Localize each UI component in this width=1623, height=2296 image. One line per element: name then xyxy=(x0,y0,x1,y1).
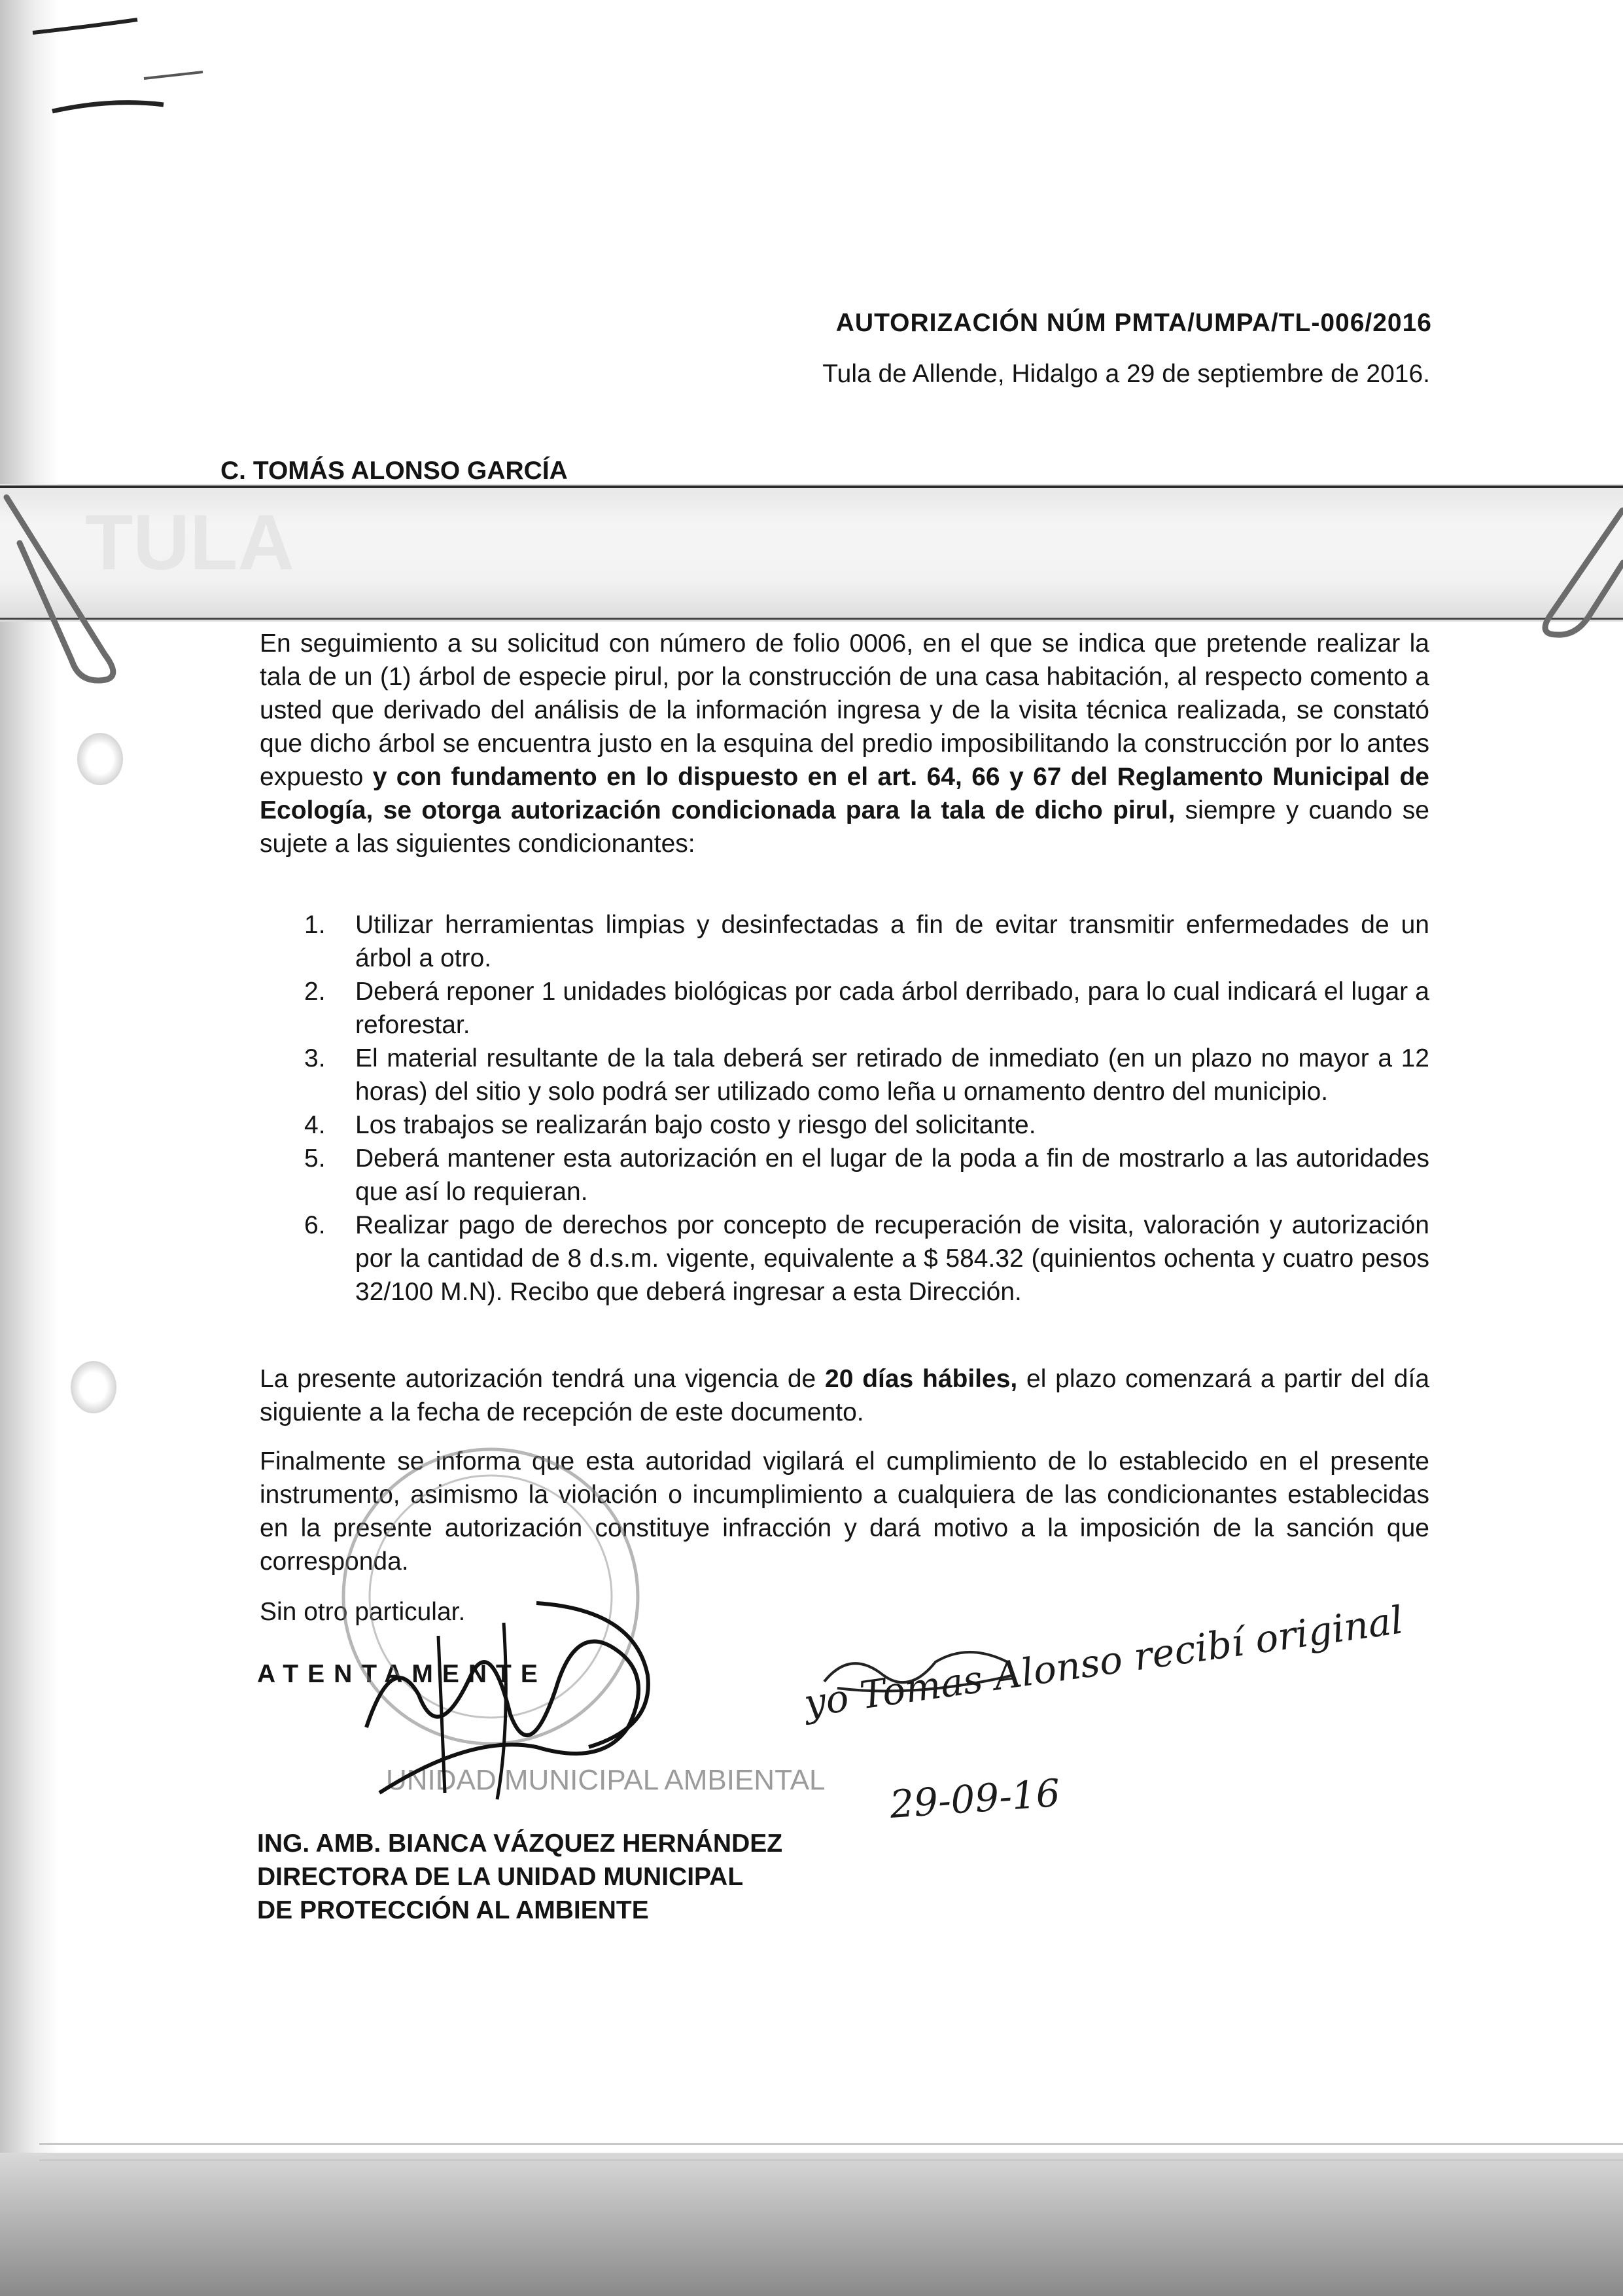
sheet-edge-line-top xyxy=(0,486,1623,488)
condition-item: 2. Deberá reponer 1 unidades biológicas por cada árbol derribado, para lo cual indicará el lugar a reforestar. xyxy=(304,978,1429,1039)
handwritten-receipt-note: yo Tomas Alonso recibí original xyxy=(801,1597,1406,1726)
paragraph-enforcement: Finalmente se informa que esta autoridad vigilará el cumplimiento de lo establecido en el presente instrumento, asimismo la violación o incumplimiento a cualquiera de las condicionantes establecidas en la presente autorización constituye infracción y dará motivo a la imposición de la sanción que corresponda. xyxy=(260,1447,1429,1576)
scan-edge-shadow xyxy=(0,0,59,2159)
condition-item: 1. Utilizar herramientas limpias y desinfectadas a fin de evitar transmitir enfermedades de un árbol a otro. xyxy=(304,911,1429,972)
authorization-number: AUTORIZACIÓN NÚM PMTA/UMPA/TL-006/2016 xyxy=(835,309,1432,337)
scan-bottom-edge xyxy=(0,2153,1623,2296)
addressee: C. TOMÁS ALONSO GARCÍA xyxy=(220,457,568,485)
conditions-list xyxy=(298,908,1429,1309)
signer-name: ING. AMB. BIANCA VÁZQUEZ HERNÁNDEZ xyxy=(257,1829,783,1858)
punch-hole-top xyxy=(77,733,123,785)
closing-salutation: ATENTAMENTE xyxy=(257,1660,547,1688)
paragraph-request: En seguimiento a su solicitud con número de folio 0006, en el que se indica que pretende realizar la tala de un (1) árbol de especie pirul, por la construcción de una casa habitación, al respecto comento a usted que derivado del análisis de la información ingresa y de la visita técnica realizada, se constató que dicho árbol se encuentra justo en la esquina del predio imposibilitando la construcción por lo antes expuesto y con fundamento en lo dispuesto en el art. 64, 66 y 67 del Reglamento Municipal de Ecología, se otorga autorización condicionada para la tala de dicho pirul, siempre y cuando se sujete a las siguientes condicionantes: xyxy=(260,629,1429,858)
sheet-edge-2 xyxy=(39,2159,1623,2161)
paper-clip-left-icon xyxy=(0,484,144,694)
sheet-edge-1 xyxy=(39,2143,1623,2145)
paragraph-closing: Sin otro particular. xyxy=(260,1598,466,1626)
condition-item: 5. Deberá mantener esta autorización en el lugar de la poda a fin de mostrarlo a las autoridades que así lo requieran. xyxy=(304,1144,1429,1206)
paper-clip-right-icon xyxy=(1531,497,1623,641)
paragraph-validity: La presente autorización tendrá una vigencia de 20 días hábiles, el plazo comenzará a partir del día siguiente a la fecha de recepción de este documento. xyxy=(260,1365,1430,1426)
punch-hole-bottom xyxy=(71,1361,116,1413)
place-date: Tula de Allende, Hidalgo a 29 de septiembre de 2016. xyxy=(822,360,1430,388)
stamp-text: UNIDAD MUNICIPAL AMBIENTAL xyxy=(386,1764,826,1796)
director-signature xyxy=(340,1597,707,1832)
signer-title-line-2: DE PROTECCIÓN AL AMBIENTE xyxy=(257,1896,649,1924)
condition-item: 3. El material resultante de la tala deberá ser retirado de inmediato (en un plazo no mayor a 12 horas) del sitio y solo podrá ser utilizado como leña u ornamento dentro del municipio. xyxy=(304,1044,1429,1106)
signer-block xyxy=(257,1827,782,1927)
show-through-text: TULA xyxy=(85,499,294,586)
condition-item: 6. Realizar pago de derechos por concepto de recuperación de visita, valoración y autorización por la cantidad de 8 d.s.m. vigente, equivalente a $ 584.32 (quinientos ochenta y cuatro pesos 32/100 M.N). Recibo que deberá ingresar a esta Dirección. xyxy=(304,1211,1429,1306)
sheet-edge-line-bottom xyxy=(0,618,1623,620)
handwritten-receipt-date: 29-09-16 xyxy=(888,1770,1062,1828)
signer-title-line-1: DIRECTORA DE LA UNIDAD MUNICIPAL xyxy=(257,1863,744,1891)
staple-marks xyxy=(13,7,209,124)
condition-item: 4. Los trabajos se realizarán bajo costo y riesgo del solicitante. xyxy=(304,1111,1036,1139)
